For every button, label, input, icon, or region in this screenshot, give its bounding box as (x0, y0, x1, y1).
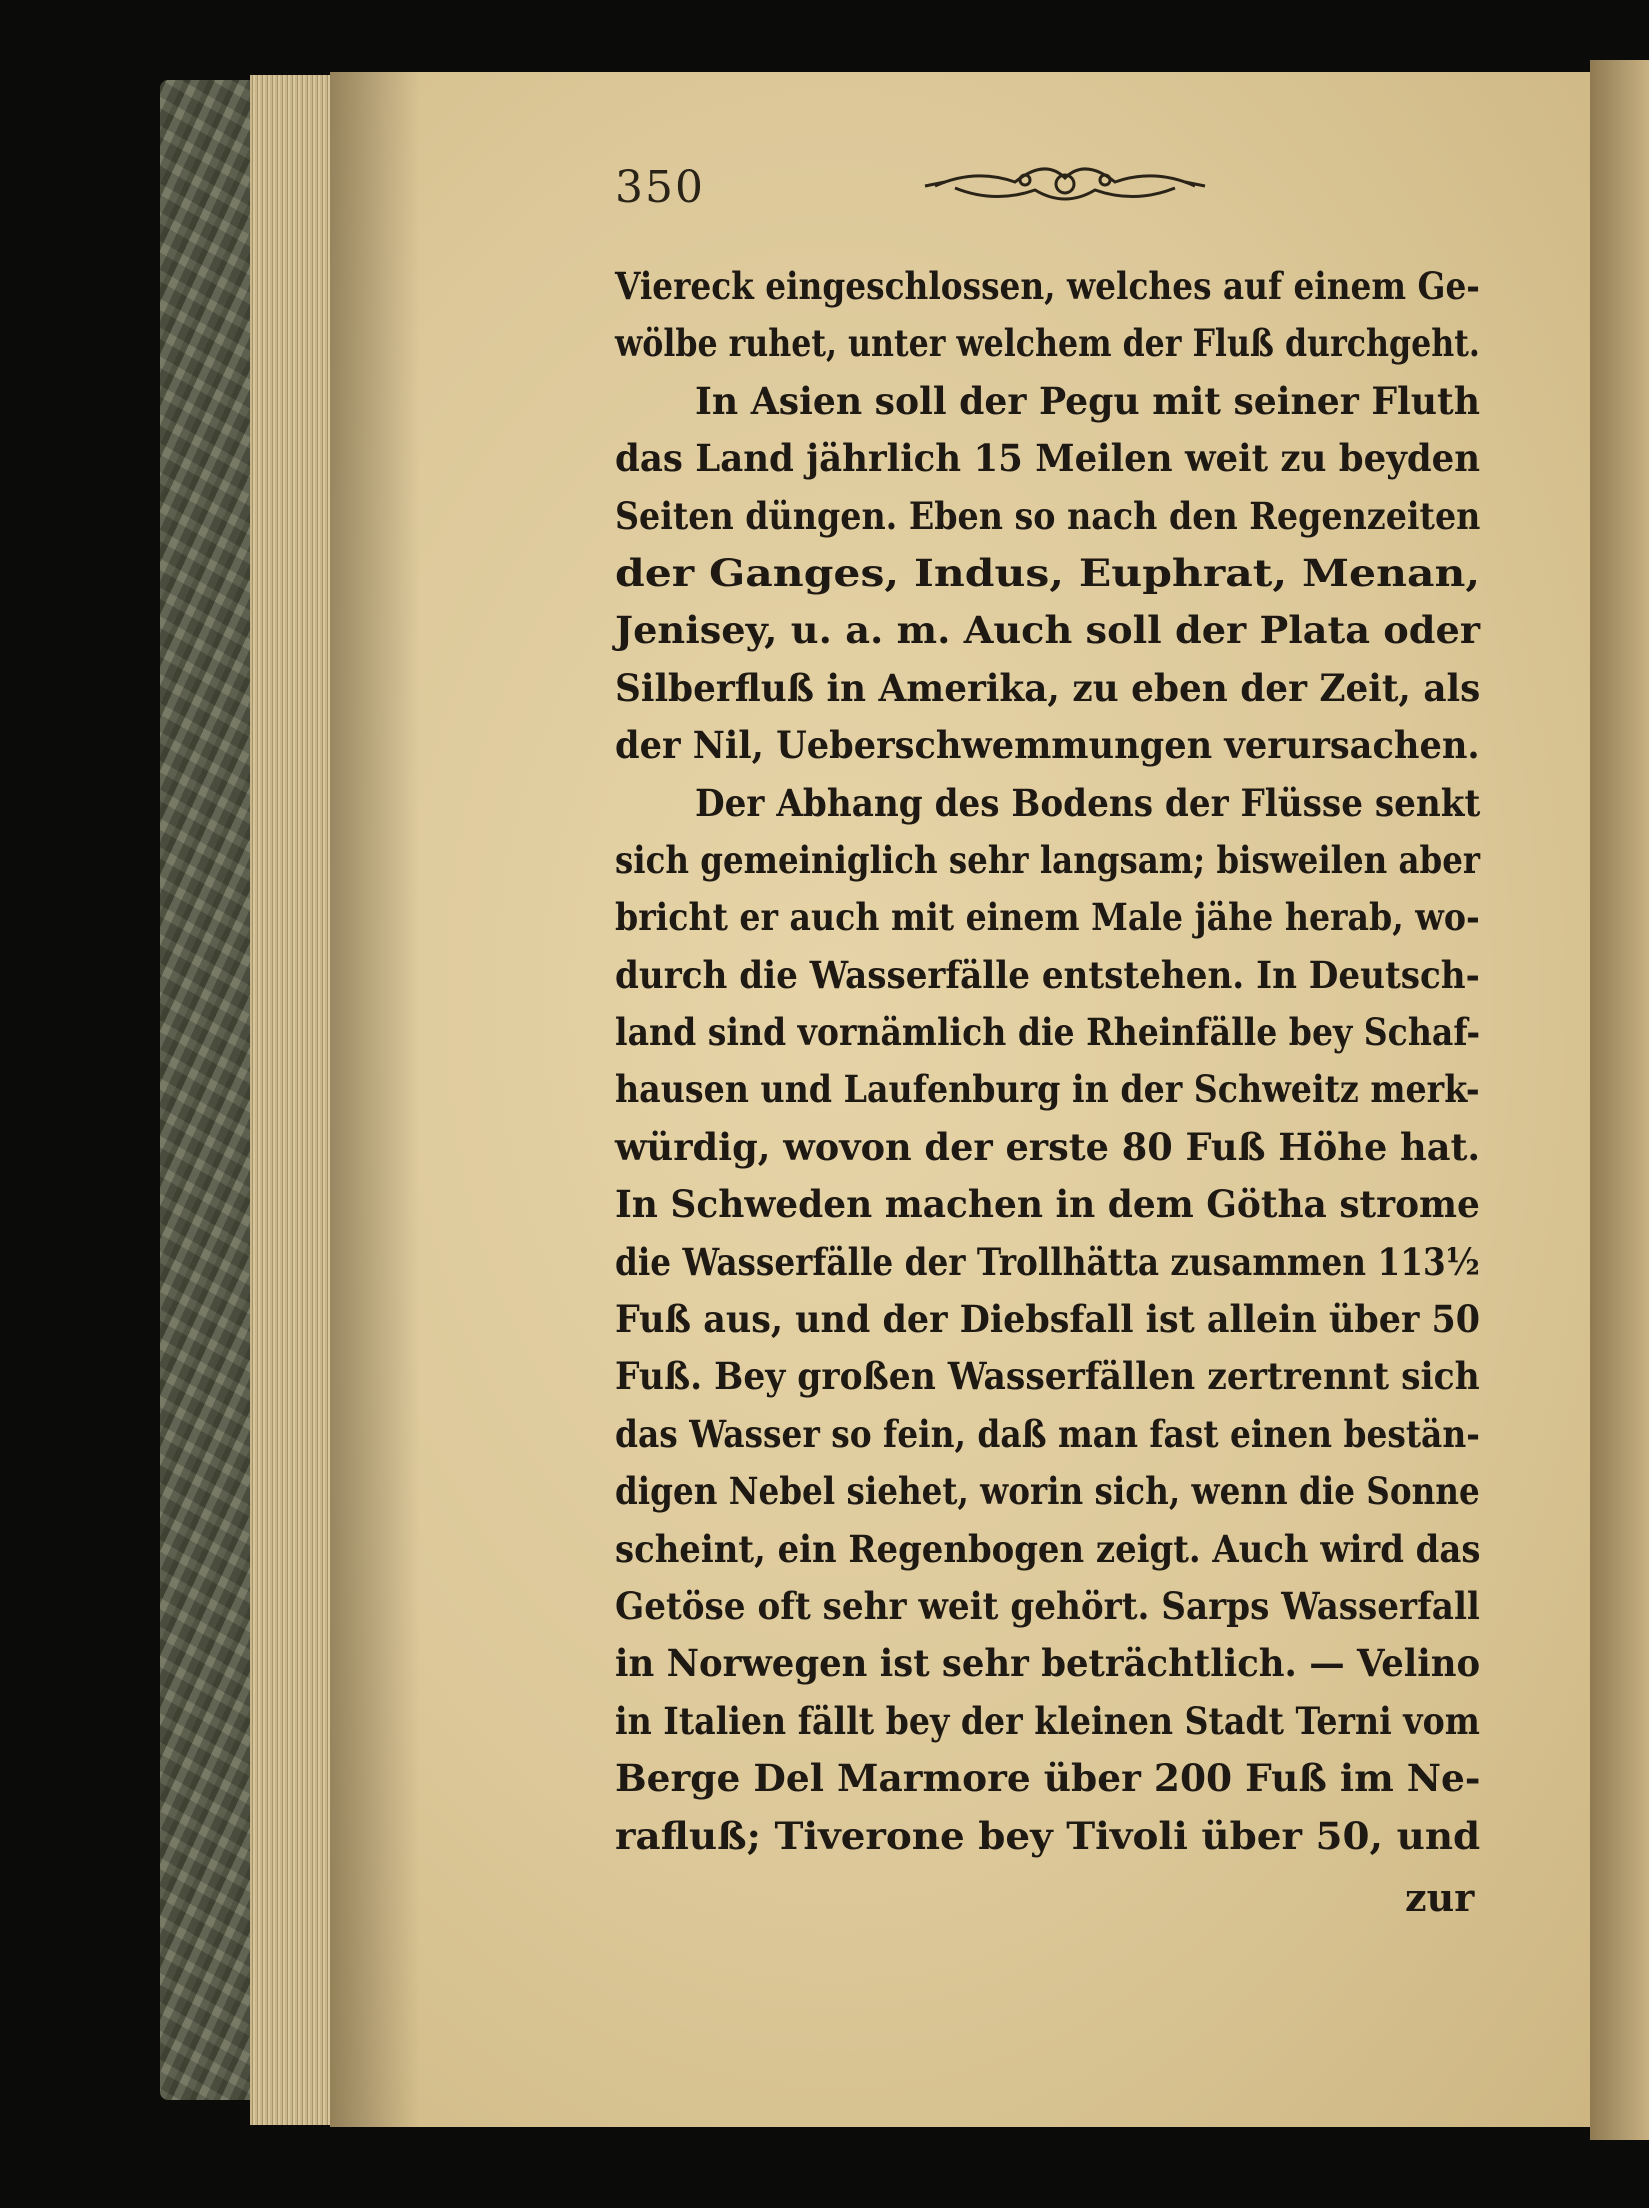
text-line: Viereck eingeschlossen, welches auf einem Ge- (615, 264, 1480, 308)
text-line: das Land jährlich 15 Meilen weit zu beyden (615, 436, 1481, 481)
text-line: in Norwegen ist sehr beträchtlich. — Velino (615, 1641, 1481, 1686)
text-line: Fuß aus, und der Diebsfall ist allein über 50 (615, 1297, 1481, 1342)
text-line: digen Nebel siehet, worin sich, wenn die Sonne (615, 1469, 1480, 1514)
text-line: der Nil, Ueberschwemmungen verursachen. (615, 723, 1480, 768)
printers-ornament-icon (915, 148, 1215, 218)
text-line: rafluß; Tiverone bey Tivoli über 50, und (615, 1813, 1481, 1858)
marbled-book-cover (160, 80, 255, 2100)
text-line: hausen und Laufenburg in der Schweitz merk- (615, 1067, 1480, 1112)
text-line: der Ganges, Indus, Euphrat, Menan, (615, 550, 1481, 595)
text-line: Jenisey, u. a. m. Auch soll der Plata oder (615, 608, 1480, 653)
catchword: zur (1405, 1875, 1475, 1920)
text-line: land sind vornämlich die Rheinfälle bey Schaf- (615, 1010, 1481, 1055)
page-header (615, 148, 1475, 218)
text-line: Silberfluß in Amerika, zu eben der Zeit, als (615, 665, 1481, 710)
text-line: Fuß. Bey großen Wasserfällen zertrennt sich (615, 1354, 1480, 1399)
text-line: durch die Wasserfälle entstehen. In Deutsch- (615, 952, 1480, 997)
text-line: Seiten düngen. Eben so nach den Regenzeiten (615, 493, 1481, 538)
text-line: sich gemeiniglich sehr langsam; bisweilen aber (615, 837, 1481, 882)
text-line: in Italien fällt bey der kleinen Stadt Terni vom (615, 1698, 1480, 1743)
text-line: In Schweden machen in dem Götha strome (615, 1182, 1480, 1227)
text-line: Der Abhang des Bodens der Flüsse senkt (695, 780, 1481, 825)
text-line: Getöse oft sehr weit gehört. Sarps Wasserfall (615, 1583, 1480, 1628)
text-line: die Wasserfälle der Trollhätta zusammen 113½ (615, 1239, 1480, 1284)
text-line: bricht er auch mit einem Male jähe herab, wo- (615, 895, 1480, 940)
gutter-shadow (330, 72, 420, 2127)
body-text (615, 258, 1480, 1865)
text-line: In Asien soll der Pegu mit seiner Fluth (695, 378, 1480, 423)
text-line: würdig, wovon der erste 80 Fuß Höhe hat. (615, 1124, 1481, 1169)
text-line: scheint, ein Regenbogen zeigt. Auch wird das (615, 1526, 1481, 1571)
text-line: wölbe ruhet, unter welchem der Fluß durchgeht. (615, 321, 1480, 366)
facing-page-edge (1590, 60, 1649, 2140)
text-line: das Wasser so fein, daß man fast einen bestän- (615, 1411, 1480, 1456)
page-number: 350 (615, 162, 705, 213)
text-line: Berge Del Marmore über 200 Fuß im Ne- (615, 1756, 1481, 1801)
